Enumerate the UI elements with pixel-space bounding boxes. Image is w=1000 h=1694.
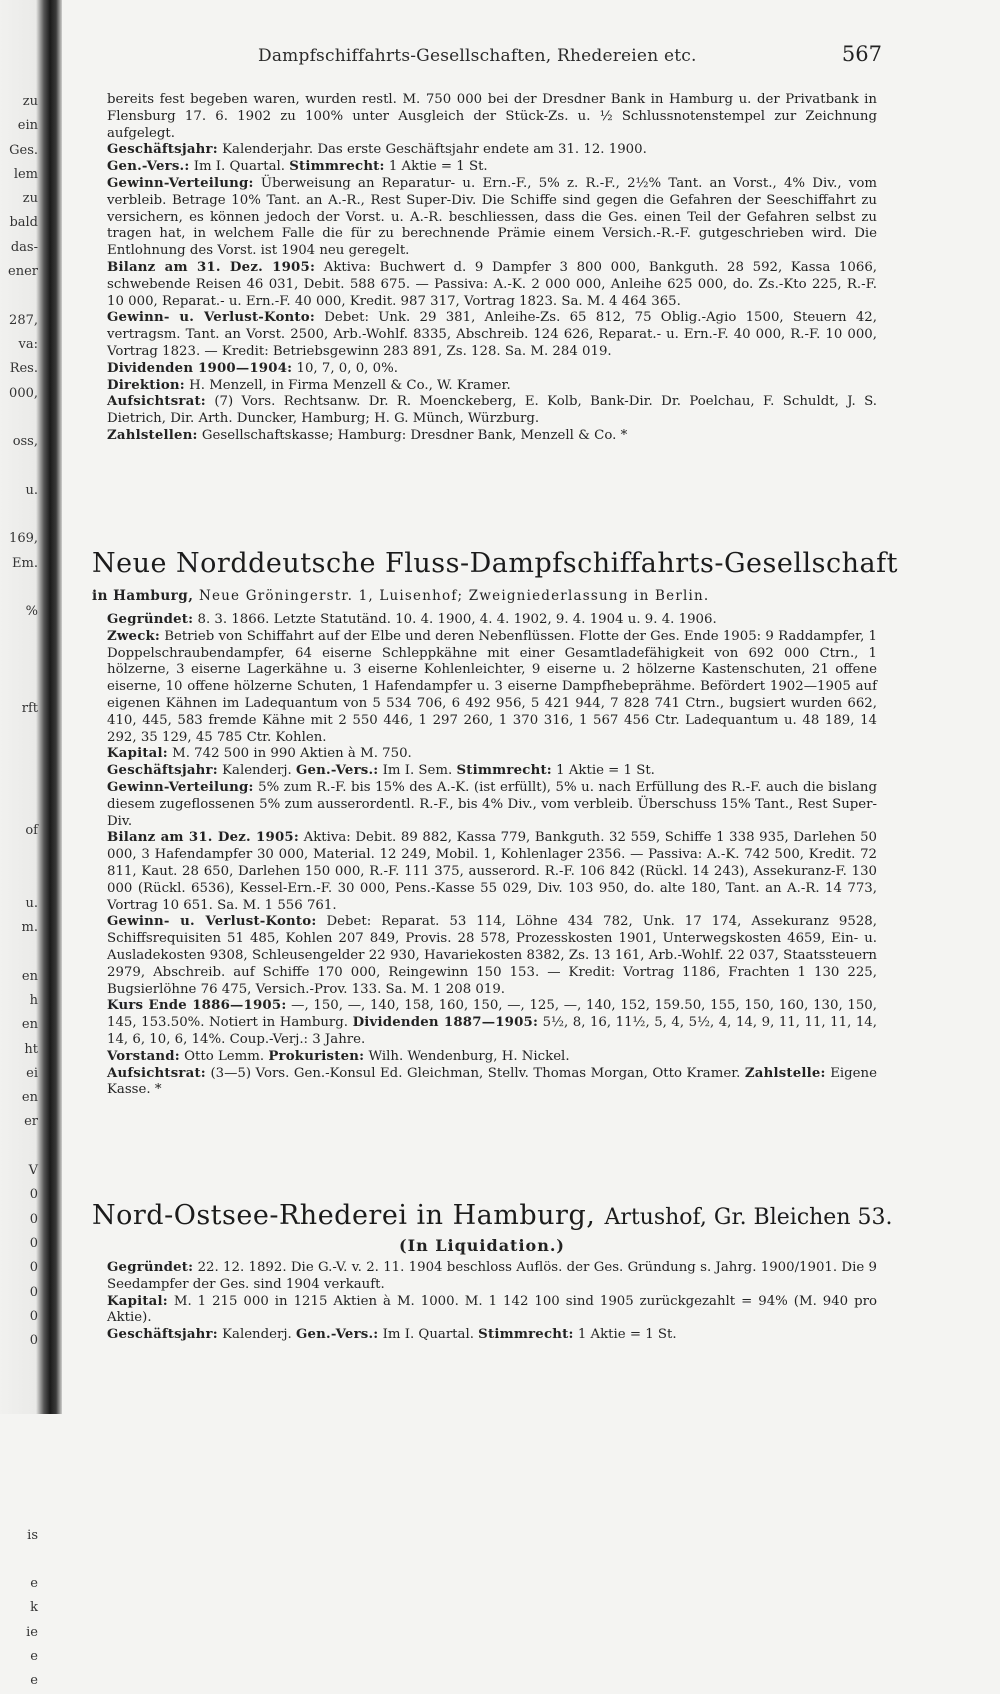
- entry-text: 8. 3. 1866. Letzte Statutänd. 10. 4. 1900, 4. 4. 1902, 9. 4. 1904 u. 9. 4. 1906.: [197, 612, 717, 627]
- entry-paragraph: [107, 998, 877, 1048]
- facing-page-fragment: [0, 1451, 40, 1475]
- facing-page-fragment: [0, 1402, 40, 1426]
- document-page: [82, 0, 898, 1414]
- entry-text: Aktiva: Buchwert d. 9 Dampfer 3 800 000, Bankguth. 28 592, Kassa 1066, schwebende Reisen 46 031, Debit. 588 675. — Passiva: A.-K. 2 000 000, Anleihe 625 000, do. Zs.-Kto 225, R.-F. 10 000, Reparat.- u. Ern.-F. 40 000, Kredit. 987 317, Vortrag 1823. Sa. M. 4 464 365.: [107, 259, 878, 309]
- facing-page-fragment: er: [24, 1114, 38, 1130]
- entry-label: Gewinn- u. Verlust-Konto:: [107, 914, 317, 930]
- facing-page-fragment: h: [29, 992, 38, 1008]
- entry-label: Kapital:: [107, 1293, 168, 1309]
- entry-text: Gesellschaftskasse; Hamburg: Dresdner Bank, Menzell & Co. *: [201, 427, 628, 443]
- facing-page-fragment: u.: [25, 482, 38, 498]
- entry-paragraph: [107, 159, 877, 176]
- entry-label: Geschäftsjahr:: [107, 1327, 218, 1343]
- facing-page-fragment: [0, 673, 40, 697]
- entry-label: Gewinn-Verteilung:: [107, 779, 254, 795]
- entry-text: Betrieb von Schiffahrt auf der Elbe und deren Nebenflüssen. Flotte der Ges. Ende 1905: 9 Raddampfer, 1 Doppelschraubendampfer, 64 eiserne Schleppkähne mit einer Gesamtladefähigkeit von 692 000 Ctrn., 1 hölzerne, 3 eiserne Lagerkähne u. 3 eiserne Kohlenleichter, 9 eiserne u. 2 hölzerne Kastenschuten, 21 offene eiserne, 10 offene hölzerne Schuten, 1 Hafendampfer u. 3 eiserne Dampfhebeprähme. Befördert 1902—1905 auf eigenen Kähnen im Ladequantum von 5 534 706, 6 492 956, 5 421 944, 7 828 741 Ctrn., bugsiert wurden 662, 410, 445, 583 fremde Kähne mit 2 550 446, 1 297 260, 1 370 316, 1 567 456 Ctr. Ladequantum u. 48 189, 14 292, 35 129, 45 785 Ctr. Kohlen.: [107, 628, 877, 745]
- entry-paragraph: [107, 378, 877, 395]
- entry-paragraph: [107, 361, 877, 378]
- entry-text: 22. 12. 1892. Die G.-V. v. 2. 11. 1904 beschloss Auflös. der Ges. Gründung s. Jahrg. 1900/1901. Die 9 Seedampfer der Ges. sind 1904 verkauft.: [107, 1260, 877, 1292]
- entry-paragraph: [107, 428, 877, 445]
- entry-paragraph: [107, 746, 877, 763]
- facing-page-fragment: [0, 722, 40, 746]
- facing-page-fragment: [0, 1548, 40, 1572]
- facing-page-fragment: zu: [22, 191, 38, 207]
- facing-page-fragment: of: [25, 822, 38, 838]
- facing-page-fragment: 0: [29, 1235, 38, 1251]
- entry-label: Kurs Ende 1886—1905:: [107, 998, 287, 1014]
- facing-page-fragments: [0, 90, 40, 1694]
- facing-page-fragment: va:: [18, 336, 38, 352]
- facing-page-fragment: [0, 649, 40, 673]
- entry-paragraph: [107, 1260, 877, 1294]
- company-heading-neue-norddeutsche: Neue Norddeutsche Fluss-Dampfschiffahrts-Gesellschaft: [92, 548, 898, 579]
- company-heading-nord-ostsee: [92, 1200, 893, 1231]
- facing-page-fragment: m.: [21, 920, 38, 936]
- entry-label: Gen.-Vers.:: [295, 1327, 379, 1343]
- company-seat-city: in Hamburg,: [92, 588, 194, 604]
- facing-page-fragment: 0: [29, 1333, 38, 1349]
- facing-page-fragment: 0: [29, 1211, 38, 1227]
- facing-page-fragment: ie: [26, 1624, 38, 1640]
- entry-text: Debet: Reparat. 53 114, Löhne 434 782, Unk. 17 174, Assekuranz 9528, Schiffsrequisiten 51 485, Kohlen 207 849, Provis. 28 578, Prozesskosten 1901, Unterwegskosten 4659, Ein- u. Ausladekosten 9308, Schleusengelder 22 930, Havariekosten 8382, Zs. 13 161, Arb.-Wohlf. 22 037, Staatssteuern 2979, Abschreib. auf Schiffe 170 000, Reingewinn 150 153. — Kredit: Vortrag 1186, Frachten 1 130 225, Bugsierlöhne 76 475, Versich.-Prov. 133. Sa. M. 1 208 019.: [107, 914, 877, 997]
- entry-label: Aufsichtsrat:: [107, 1065, 206, 1081]
- facing-page-fragment: e: [30, 1649, 38, 1664]
- entry-block-neue-norddeutsche: [107, 612, 877, 1099]
- running-head: [82, 42, 882, 72]
- facing-page-fragment: [0, 284, 40, 308]
- entry-text: (3—5) Vors. Gen.-Konsul Ed. Gleichman, Stellv. Thomas Morgan, Otto Kramer.: [210, 1065, 741, 1081]
- facing-page-fragment: e: [30, 1673, 38, 1689]
- entry-text: Im I. Quartal.: [382, 1327, 474, 1343]
- facing-page-fragment: k: [30, 1600, 38, 1616]
- facing-page-fragment: [0, 795, 40, 819]
- entry-text: Aktiva: Debit. 89 882, Kassa 779, Bankguth. 32 559, Schiffe 1 338 935, Darlehen 50 000, 3 Hafendampfer 30 000, Material. 12 249, Mobil. 1, Kohlenlager 2356. — Passiva: A.-K. 742 500, Kredit. 72 811, Kaut. 28 650, Darlehen 150 000, R.-F. 111 375, ausserord. R.-F. 106 842 (Rückl. 14 243), Assekuranz-F. 130 000 (Rückl. 6536), Kessel-Ern.-F. 30 000, Pens.-Kasse 55 029, Div. 103 950, do. alte 180, Tant. an A.-R. 14 773, Vortrag 10 651. Sa. M. 1 556 761.: [107, 830, 877, 913]
- entry-label: Gegründet:: [107, 1260, 194, 1275]
- entry-label: Gegründet:: [107, 612, 194, 627]
- entry-text: Debet: Unk. 29 381, Anleihe-Zs. 65 812, 75 Oblig.-Agio 1500, Steuern 42, vertragsm. Tant. an Vorst. 2500, Arb.-Wohlf. 8335, Abschreib. 124 626, Reparat.- u. Ern.-F. 40 000, R.-F. 10 000, Vortrag 1823. — Kredit: Betriebsgewinn 283 891, Zs. 128. Sa. M. 284 019.: [107, 310, 877, 359]
- facing-page-fragment: [0, 1135, 40, 1159]
- company-name: Nord-Ostsee-Rhederei in Hamburg,: [92, 1200, 596, 1231]
- entry-label: Stimmrecht:: [456, 763, 552, 779]
- facing-page-fragment: zu: [22, 94, 38, 109]
- entry-block-continued: [107, 92, 877, 445]
- entry-text: 1 Aktie = 1 St.: [556, 763, 655, 779]
- entry-text: —, 150, —, 140, 158, 160, 150, —, 125, —, 140, 152, 159.50, 155, 150, 160, 130, 150, 145, 153.50%. Notiert in Hamburg.: [107, 998, 877, 1031]
- facing-page-fragment: lem: [13, 166, 38, 182]
- entry-label: Geschäftsjahr:: [107, 763, 218, 779]
- entry-text: Im I. Sem.: [382, 763, 453, 779]
- entry-paragraph: [107, 92, 877, 142]
- entry-label: Gen.-Vers.:: [107, 159, 190, 175]
- entry-text: bereits fest begeben waren, wurden restl. M. 750 000 bei der Dresdner Bank in Hamburg u. der Privatbank in Flensburg 17. 6. 1902 zu 100% unter Ausgleich der Stück-Zs. u. ½ Schlussnotenstempel zur Zeichnung aufgelegt.: [107, 92, 877, 141]
- entry-text: Kalenderj.: [222, 763, 292, 779]
- facing-page-fragment: oss,: [12, 434, 38, 450]
- facing-page-fragment: Res.: [9, 361, 38, 377]
- entry-text: 5% zum R.-F. bis 15% des A.-K. (ist erfüllt), 5% u. nach Erfüllung des R.-F. auch die bislang diesem zugeflossenen 5% zum ausserordentl. R.-F., bis 4% Div., vom verbleib. Überschuss 15% Tant., Rest Super-Div.: [107, 779, 877, 829]
- entry-label: Dividenden 1887—1905:: [352, 1015, 539, 1031]
- entry-text: (7) Vors. Rechtsanw. Dr. R. Moenckeberg, E. Kolb, Bank-Dir. Dr. Poelchau, F. Schuldt, J. S. Dietrich, Dir. Arth. Duncker, Hamburg; H. G. Münch, Würzburg.: [107, 394, 877, 427]
- facing-page-fragment: [0, 576, 40, 600]
- facing-page-fragment: [0, 454, 40, 478]
- entry-label: Bilanz am 31. Dez. 1905:: [107, 830, 299, 846]
- entry-paragraph: [107, 310, 877, 360]
- entry-paragraph: [107, 394, 877, 428]
- facing-page-fragment: ener: [8, 264, 38, 280]
- entry-label: Gewinn-Verteilung:: [107, 175, 254, 191]
- entry-paragraph: [107, 1294, 877, 1328]
- company-seat-line: [92, 588, 882, 604]
- facing-page-fragment: 0: [29, 1187, 38, 1203]
- facing-page-fragment: [0, 406, 40, 430]
- facing-page-fragment: ein: [17, 118, 38, 134]
- entry-paragraph: [107, 1327, 877, 1344]
- facing-page-fragment: [0, 625, 40, 649]
- facing-page-fragment: bald: [9, 215, 38, 231]
- facing-page-fragment: V: [28, 1163, 38, 1179]
- facing-page-fragment: rft: [21, 701, 38, 717]
- entry-label: Prokuristen:: [268, 1048, 365, 1064]
- facing-page-fragment: en: [21, 1090, 38, 1106]
- facing-page-fragment: [0, 1475, 40, 1499]
- facing-page-fragment: en: [21, 968, 38, 984]
- facing-page-fragment: ei: [26, 1065, 38, 1081]
- entry-block-nord-ostsee: [107, 1260, 877, 1344]
- entry-label: Zahlstelle:: [744, 1065, 826, 1081]
- entry-text: H. Menzell, in Firma Menzell & Co., W. Kramer.: [189, 377, 511, 393]
- entry-label: Aufsichtsrat:: [107, 394, 206, 410]
- entry-paragraph: [107, 1066, 877, 1100]
- entry-text: 1 Aktie = 1 St.: [577, 1327, 677, 1343]
- facing-page-fragment: 000,: [9, 385, 38, 401]
- facing-page-fragment: is: [27, 1527, 38, 1543]
- facing-page-fragment: 169,: [9, 531, 38, 547]
- entry-label: Stimmrecht:: [478, 1327, 574, 1343]
- entry-text: M. 1 215 000 in 1215 Aktien à M. 1000. M. 1 142 100 sind 1905 zurückgezahlt = 94% (M. 940 pro Aktie).: [107, 1293, 877, 1326]
- entry-paragraph: [107, 1049, 877, 1066]
- entry-label: Gewinn- u. Verlust-Konto:: [107, 310, 315, 326]
- facing-page-fragment: Em.: [12, 555, 38, 571]
- entry-paragraph: [107, 142, 877, 159]
- facing-page-fragment: [0, 868, 40, 892]
- entry-label: Geschäftsjahr:: [107, 142, 218, 158]
- facing-page-fragment: %: [25, 604, 38, 620]
- page-number: 567: [841, 42, 882, 66]
- entry-text: 1 Aktie = 1 St.: [388, 159, 488, 175]
- entry-text: Eigene Kasse. *: [107, 1065, 877, 1098]
- entry-text: Im I. Quartal.: [193, 159, 285, 175]
- entry-label: Dividenden 1900—1904:: [107, 360, 293, 376]
- entry-paragraph: [107, 830, 877, 914]
- company-address: Artushof, Gr. Bleichen 53.: [604, 1205, 893, 1230]
- entry-text: Wilh. Wendenburg, H. Nickel.: [368, 1048, 570, 1064]
- facing-page-fragment: [0, 503, 40, 527]
- entry-paragraph: [107, 914, 877, 998]
- facing-page-fragment: [0, 843, 40, 867]
- entry-text: M. 742 500 in 990 Aktien à M. 750.: [172, 746, 412, 762]
- entry-text: 5½, 8, 16, 11½, 5, 4, 5½, 4, 14, 9, 11, 11, 11, 14, 14, 6, 10, 6, 14%. Coup.-Verj.: 3 Jahre.: [107, 1015, 877, 1047]
- entry-label: Direktion:: [107, 377, 185, 393]
- entry-paragraph: [107, 780, 877, 830]
- entry-label: Stimmrecht:: [289, 159, 385, 175]
- entry-text: 10, 7, 0, 0, 0%.: [296, 360, 398, 376]
- entry-paragraph: [107, 612, 877, 629]
- facing-page-fragment: [0, 1426, 40, 1450]
- facing-page-fragment: [0, 1499, 40, 1523]
- liquidation-status: (In Liquidation.): [399, 1236, 565, 1255]
- facing-page-fragment: en: [21, 1017, 38, 1033]
- entry-label: Vorstand:: [107, 1048, 180, 1064]
- facing-page-fragment: e: [30, 1576, 38, 1592]
- facing-page-fragment: das-: [10, 239, 38, 255]
- facing-page-fragment: 0: [29, 1260, 38, 1276]
- entry-paragraph: [107, 629, 877, 747]
- facing-page-fragment: 287,: [9, 312, 38, 328]
- entry-label: Bilanz am 31. Dez. 1905:: [107, 259, 316, 275]
- facing-page-fragment: Ges.: [9, 142, 38, 158]
- facing-page-fragment: [0, 1378, 40, 1402]
- entry-text: Überweisung an Reparatur- u. Ern.-F., 5% z. R.-F., 2½% Tant. an Vorst., 4% Div., vom verbleib. Betrage 10% Tant. an A.-R., Rest Super-Div. Die Schiffe sind gegen die Gefahren der Seeschiffahrt zu versichern, es können jedoch der Vorst. u. A.-R. beschliessen, dass die Ges. einen Teil der Gefahren selbst zu tragen hat, in welchem Falle die für zu berechnende Prämie einem Versich.-R.-F. gutgeschrieben wird. Die Entlohnung des Vorst. ist 1904 neu geregelt.: [107, 175, 877, 259]
- facing-page-fragment: [0, 770, 40, 794]
- entry-label: Zahlstellen:: [107, 427, 198, 443]
- company-seat-address: Neue Gröningerstr. 1, Luisenhof; Zweigniederlassung in Berlin.: [198, 588, 710, 604]
- entry-label: Zweck:: [107, 628, 161, 644]
- facing-page-fragment: ht: [24, 1041, 38, 1057]
- facing-page-fragment: 0: [29, 1284, 38, 1300]
- facing-page-fragment: [0, 1353, 40, 1377]
- entry-paragraph: [107, 763, 877, 780]
- facing-page-fragment: [0, 940, 40, 964]
- entry-label: Kapital:: [107, 746, 168, 762]
- facing-page-fragment: [0, 746, 40, 770]
- facing-page-fragment: u.: [25, 895, 38, 911]
- entry-paragraph: [107, 260, 877, 310]
- entry-label: Gen.-Vers.:: [295, 763, 379, 779]
- entry-text: Kalenderj.: [222, 1327, 292, 1343]
- entry-text: Kalenderjahr. Das erste Geschäftsjahr endete am 31. 12. 1900.: [222, 142, 647, 158]
- entry-paragraph: [107, 176, 877, 260]
- running-title: Dampfschiffahrts-Gesellschaften, Rhedereien etc.: [258, 46, 697, 66]
- facing-page-fragment: 0: [29, 1308, 38, 1324]
- entry-text: Otto Lemm.: [184, 1048, 265, 1064]
